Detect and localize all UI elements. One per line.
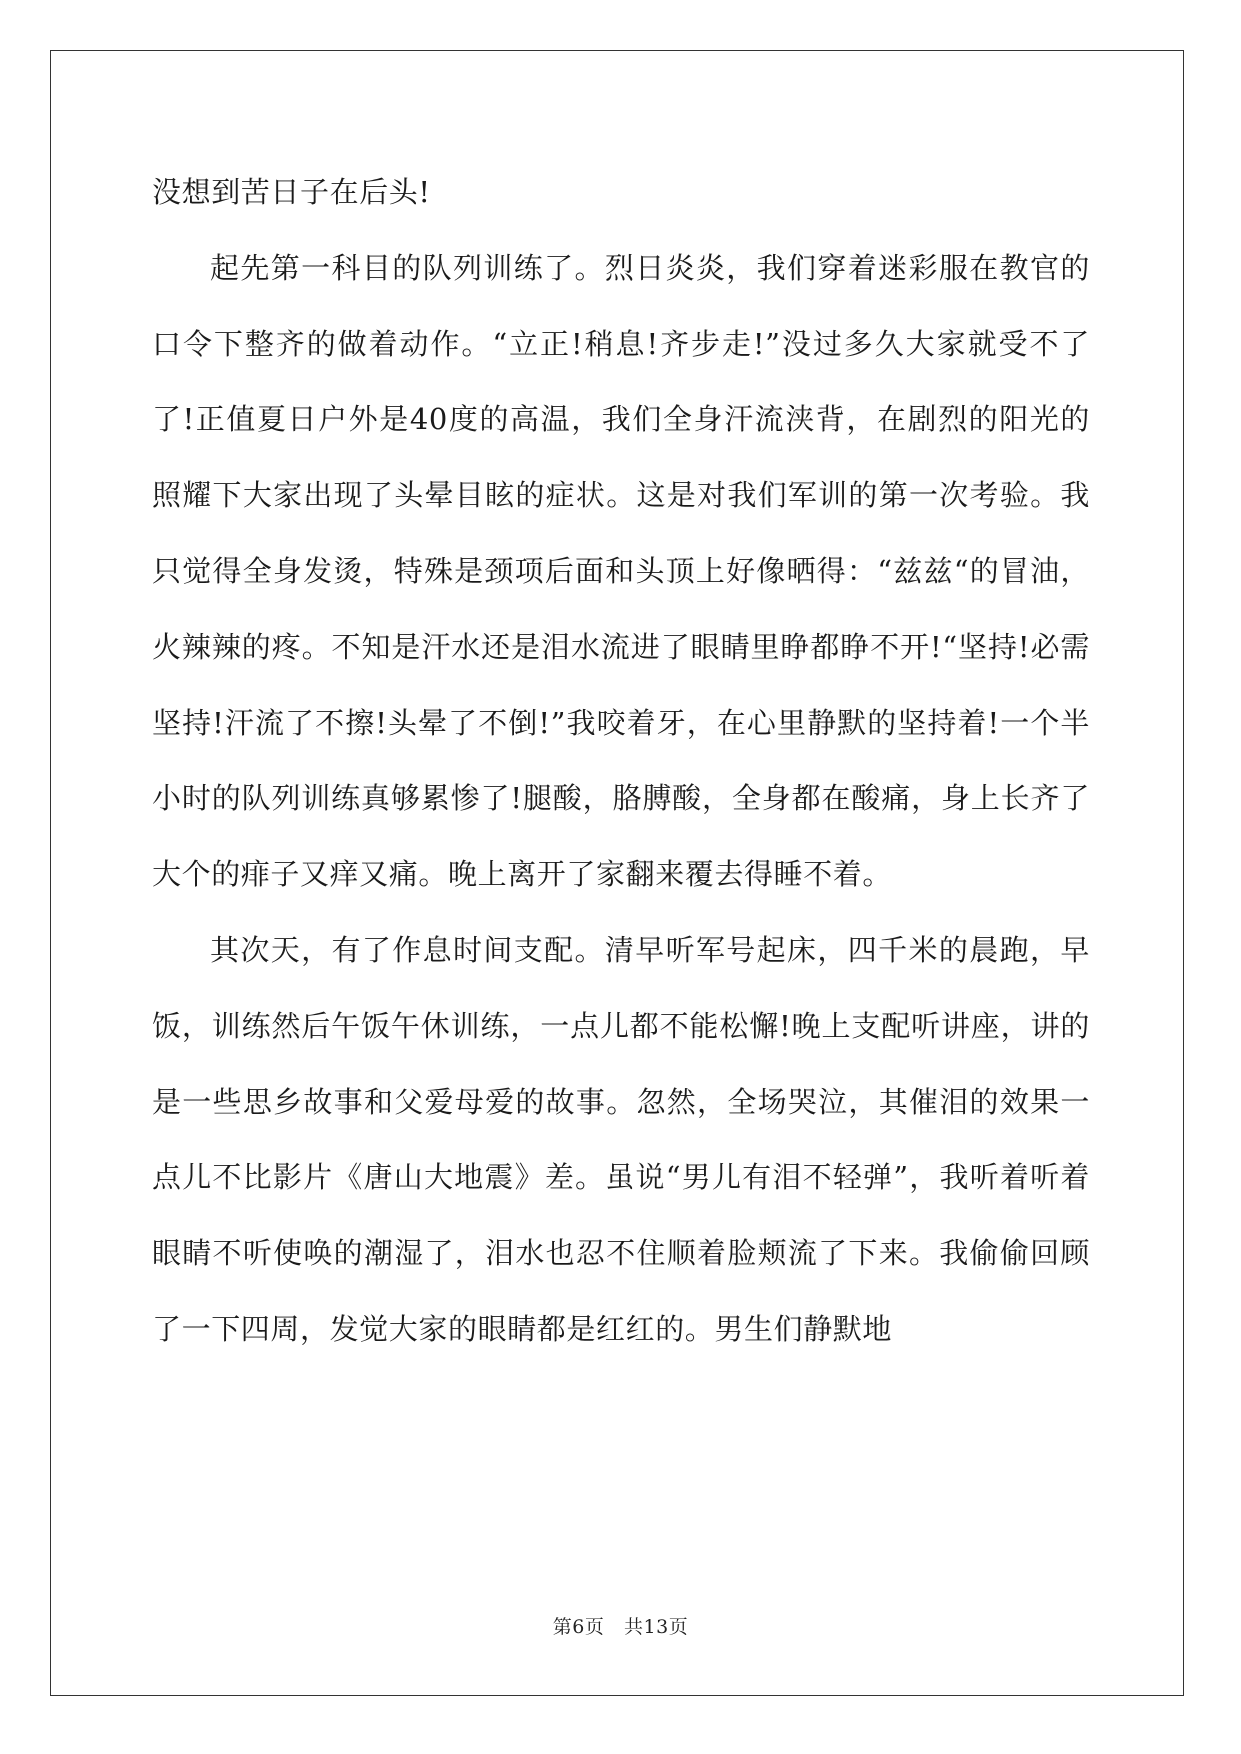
paragraph-3: 其次天，有了作息时间支配。清早听军号起床，四千米的晨跑，早饭，训练然后午饭午休训练，一点儿都不能松懈!晚上支配听讲座，讲的是一些思乡故事和父爱母爱的故事。忽然，全场哭泣，其催泪的效果一点儿不比影片《唐山大地震》差。虽说“男儿有泪不轻弹”，我听着听着眼睛不听使唤的潮湿了，泪水也忍不住顺着脸颊流了下来。我偷偷回顾了一下四周，发觉大家的眼睛都是红红的。男生们静默地 [152,932,1090,1346]
paragraph-2: 起先第一科目的队列训练了。烈日炎炎，我们穿着迷彩服在教官的口令下整齐的做着动作。“立正!稍息!齐步走!”没过多久大家就受不了了!正值夏日户外是40度的高温，我们全身汗流浃背，在剧烈的阳光的照耀下大家出现了头晕目眩的症状。这是对我们军训的第一次考验。我只觉得全身发烫，特殊是颈项后面和头顶上好像晒得：“兹兹“的冒油，火辣辣的疼。不知是汗水还是泪水流进了眼睛里睁都睁不开!“坚持!必需坚持!汗流了不擦!头晕了不倒!”我咬着牙，在心里静默的坚持着!一个半小时的队列训练真够累惨了!腿酸，胳膊酸，全身都在酸痛，身上长齐了大个的痱子又痒又痛。晚上离开了家翻来覆去得睡不着。 [152,250,1090,892]
document-body [152,155,1090,1368]
page-footer [0,1612,1241,1639]
paragraph-1: 没想到苦日子在后头! [152,175,431,209]
page-number: 第6页 [552,1616,605,1638]
total-pages: 共13页 [624,1616,689,1638]
footer-spacer [604,1616,624,1638]
